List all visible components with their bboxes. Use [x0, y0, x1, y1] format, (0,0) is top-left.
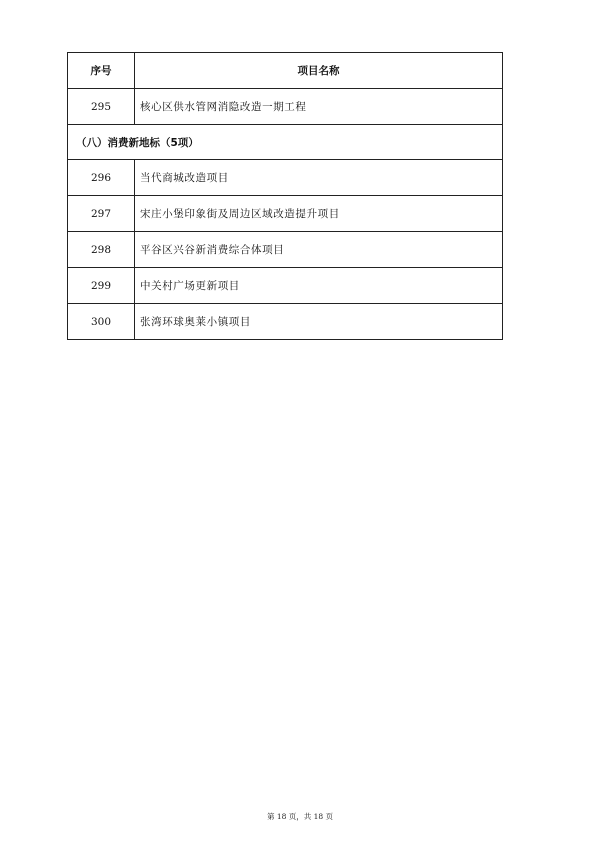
table-header-row	[68, 53, 503, 89]
row-project-name: 当代商城改造项目	[135, 160, 503, 196]
table-row	[68, 196, 503, 232]
page-footer: 第 18 页，共 18 页	[266, 812, 334, 821]
row-project-name: 核心区供水管网消隐改造一期工程	[135, 89, 503, 125]
table-row	[68, 89, 503, 125]
row-number: 299	[68, 268, 135, 304]
table-row	[68, 304, 503, 340]
row-number: 295	[68, 89, 135, 125]
row-project-name: 宋庄小堡印象街及周边区域改造提升项目	[135, 196, 503, 232]
section-title: （八）消费新地标（5项）	[68, 125, 503, 160]
row-number: 300	[68, 304, 135, 340]
table-row	[68, 268, 503, 304]
section-header-row	[68, 125, 503, 160]
row-project-name: 张湾环球奥莱小镇项目	[135, 304, 503, 340]
header-number: 序号	[68, 53, 135, 89]
table-row	[68, 232, 503, 268]
row-number: 296	[68, 160, 135, 196]
row-number: 297	[68, 196, 135, 232]
table-row	[68, 160, 503, 196]
row-project-name: 平谷区兴谷新消费综合体项目	[135, 232, 503, 268]
project-table	[67, 52, 503, 340]
row-project-name: 中关村广场更新项目	[135, 268, 503, 304]
row-number: 298	[68, 232, 135, 268]
header-project-name: 项目名称	[135, 53, 503, 89]
